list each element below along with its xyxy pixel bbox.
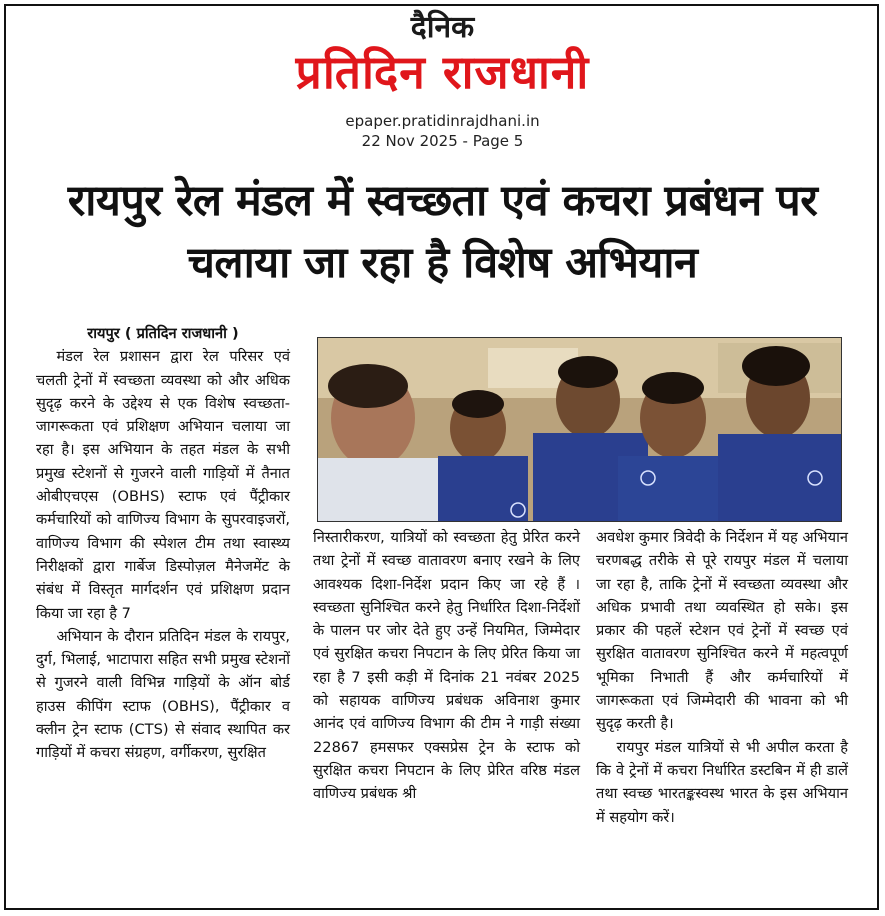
- news-photo: [317, 337, 842, 522]
- epaper-url[interactable]: epaper.pratidinrajdhani.in: [345, 112, 540, 130]
- article-paragraph: मंडल रेल प्रशासन द्वारा रेल परिसर एवं चलती ट्रेनों में स्वच्छता व्यवस्था को और अधिक सुदृढ़ करने के उद्देश्य से एक विशेष स्वच्छता-जागरूकता एवं प्रशिक्षण अभियान चलाया जा रहा है। इस अभियान के तहत मंडल के सभी प्रमुख स्टेशनों से गुजरने वाली गाड़ियों में तैनात ओबीएचएस (OBHS) स्टाफ एवं पैंट्रीकार कर्मचारियों को वाणिज्य विभाग के सुपरवाइजरों, वाणिज्य विभाग की स्पेशल टीम तथा स्वास्थ्य निरीक्षकों द्वारा गार्बेज डिस्पोज़ल मैनेजमेंट के संबंध में विस्तृत मार्गदर्शन एवं प्रशिक्षण प्रदान किया जा रहा है 7: [36, 348, 290, 622]
- edition-date: 22 Nov 2025 - Page 5: [361, 132, 524, 150]
- article-column-3: [596, 526, 848, 829]
- article-paragraph: अभियान के दौरान प्रतिदिन मंडल के रायपुर, दुर्ग, भिलाई, भाटापारा सहित सभी प्रमुख स्टेशनों से गुजरने वाली विभिन्न गाड़ियों के ऑन बोर्ड हाउस कीपिंग स्टाफ (OBHS), पैंट्रीकार व क्लीन ट्रेन स्टाफ (CTS) से संवाद स्थापित कर गाड़ियों में कचरा संग्रहण, वर्गीकरण, सुरक्षित: [36, 627, 290, 762]
- article-paragraph: रायपुर मंडल यात्रियों से भी अपील करता है कि वे ट्रेनों में कचरा निर्धारित डस्टबिन में ही डालें तथा स्वच्छ भारतङ्कस्वस्थ भारत के इस अभियान में सहयोग करें।: [596, 738, 848, 826]
- article-byline: रायपुर ( प्रतिदिन राजधानी ): [87, 325, 239, 342]
- article-headline: रायपुर रेल मंडल में स्वच्छता एवं कचरा प्रबंधन पर चलाया जा रहा है विशेष अभियान: [67, 176, 818, 288]
- article-column-1: [36, 322, 290, 765]
- article-column-2: [313, 526, 580, 806]
- article-paragraph: निस्तारीकरण, यात्रियों को स्वच्छता हेतु प्रेरित करने तथा ट्रेनों में स्वच्छ वातावरण बनाए रखने के लिए आवश्यक दिशा-निर्देश प्रदान किए जा रहे हैं । स्वच्छता सुनिश्चित करने हेतु निर्धारित दिशा-निर्देशों के पालन पर जोर देते हुए उन्हें नियमित, जिम्मेदार एवं सुरक्षित कचरा निपटान के लिए प्रेरित किया जा रहा है 7 इसी कड़ी में दिनांक 21 नवंबर 2025 को सहायक वाणिज्य प्रबंधक अविनाश कुमार आनंद एवं वाणिज्य विभाग की टीम ने गाड़ी संख्या 22867 हमसफर एक्सप्रेस ट्रेन के स्टाफ को सुरक्षित कचरा निपटान के लिए प्रेरित वरिष्ठ मंडल वाणिज्य प्रबंधक श्री: [313, 529, 580, 803]
- article-paragraph: अवधेश कुमार त्रिवेदी के निर्देशन में यह अभियान चरणबद्ध तरीके से पूरे रायपुर मंडल में चलाया जा रहा है, ताकि ट्रेनों में स्वच्छता व्यवस्था और अधिक प्रभावी तथा व्यवस्थित हो सके। इस प्रकार की पहलें स्टेशन एवं ट्रेनों में स्वच्छ एवं सुरक्षित वातावरण सुनिश्चित करने में महत्वपूर्ण भूमिका निभाती हैं और कर्मचारियों में जागरूकता एवं जिम्मेदारी की भावना को भी सुदृढ़ करती है।: [596, 529, 848, 733]
- masthead-top: दैनिक: [410, 10, 475, 45]
- masthead-title: प्रतिदिन राजधानी: [295, 45, 590, 99]
